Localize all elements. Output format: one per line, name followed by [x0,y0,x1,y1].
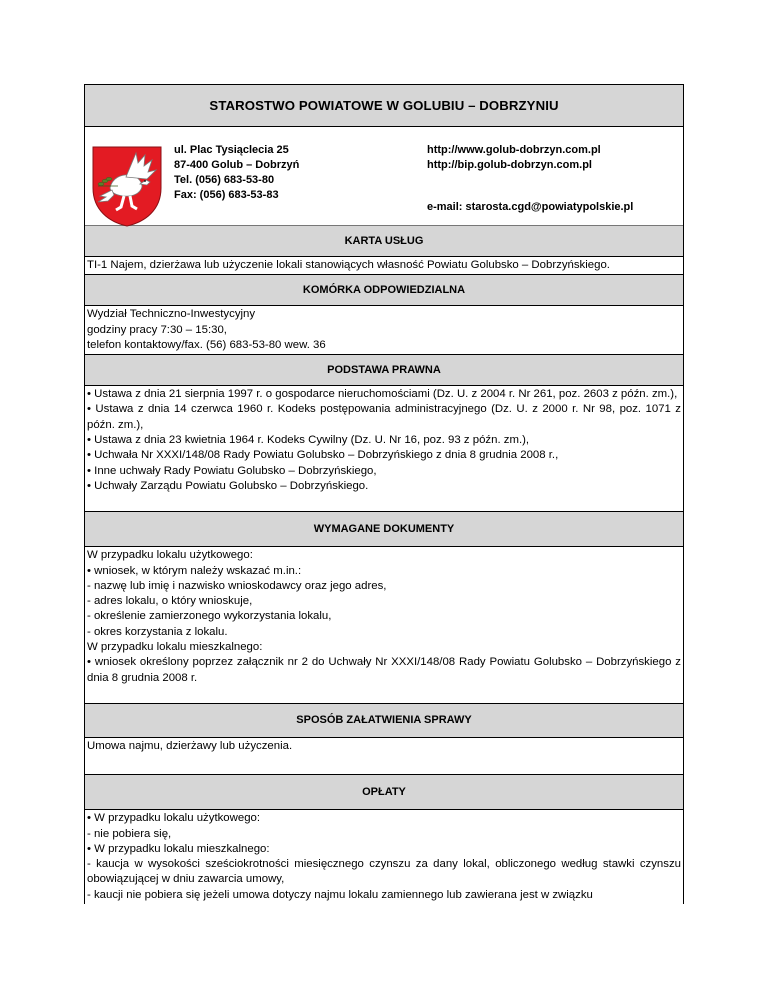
section-heading-sposob: SPOSÓB ZAŁATWIENIA SPRAWY [85,704,683,738]
oplaty-body [85,810,683,904]
fee-item: - kaucji nie pobiera się jeżeli umowa dotyczy najmu lokalu zamiennego lub zawierana jest w związku [87,888,593,901]
coat-of-arms-icon [90,144,164,228]
section-heading-karta: KARTA USŁUG [85,226,683,257]
sposob-text: Umowa najmu, dzierżawy lub użyczenia. [85,738,683,775]
podstawa-body [85,386,683,512]
fee-item: • W przypadku lokalu mieszkalnego: [87,842,270,855]
website-link[interactable]: http://www.golub-dobrzyn.com.pl [427,144,601,156]
document-item: W przypadku lokalu użytkowego: [87,549,253,562]
karta-text: TI-1 Najem, dzierżawa lub użyczenie lokali stanowiących własność Powiatu Golubsko – Dobrzyńskiego. [85,257,683,275]
phone-number: Tel. (056) 683-53-80 [174,174,275,186]
service-card [84,84,684,904]
office-email[interactable]: e-mail: starosta.cgd@powiatypolskie.pl [427,201,634,213]
document-item: - nazwę lub imię i nazwisko wnioskodawcy oraz jego adres, [87,579,387,592]
legal-basis-item: • Ustawa z dnia 21 sierpnia 1997 r. o gospodarce nieruchomościami (Dz. U. z 2004 r. Nr 261, poz. 2603 z późn. zm.), [87,388,678,401]
dokumenty-body [85,547,683,704]
section-heading-oplaty: OPŁATY [85,775,683,810]
office-address [174,143,299,203]
section-heading-podstawa: PODSTAWA PRAWNA [85,355,683,386]
address-city: 87-400 Golub – Dobrzyń [174,159,300,171]
section-heading-komorka: KOMÓRKA ODPOWIEDZIALNA [85,275,683,306]
document-item: • wniosek określony poprzez załącznik nr 2 do Uchwały Nr XXXI/148/08 Rady Powiatu Golubsko – Dobrzyńskiego z dnia 8 grudnia 2008 r. [87,656,681,684]
legal-basis-item: • Ustawa z dnia 14 czerwca 1960 r. Kodeks postępowania administracyjnego (Dz. U. z 2000 r. Nr 98, poz. 1071 z późn. zm.), [87,403,681,431]
legal-basis-item: • Uchwały Zarządu Powiatu Golubsko – Dobrzyńskiego. [87,479,369,492]
address-street: ul. Plac Tysiąclecia 25 [174,144,289,156]
fee-item: - nie pobiera się, [87,827,172,840]
legal-basis-item: • Uchwała Nr XXXI/148/08 Rady Powiatu Golubsko – Dobrzyńskiego z dnia 8 grudnia 2008 r., [87,449,559,462]
office-title: STAROSTWO POWIATOWE W GOLUBIU – DOBRZYNIU [85,85,683,127]
office-websites [427,143,601,173]
office-header [85,127,683,226]
contact-phone: telefon kontaktowy/fax. (56) 683-53-80 wew. 36 [87,338,326,351]
document-item: W przypadku lokalu mieszkalnego: [87,641,263,654]
fee-item: • W przypadku lokalu użytkowego: [87,812,261,825]
department-name: Wydział Techniczno-Inwestycyjny [87,308,256,321]
fee-item: - kaucja w wysokości sześciokrotności miesięcznego czynszu za dany lokal, obliczonego według stawki czynszu obowiązującej w dniu zawarcia umowy, [87,858,681,886]
document-item: - adres lokalu, o który wnioskuje, [87,595,253,608]
fax-number: Fax: (056) 683-53-83 [174,189,279,201]
document-item: • wniosek, w którym należy wskazać m.in.: [87,564,302,577]
working-hours: godziny pracy 7:30 – 15:30, [87,323,227,336]
document-item: - okres korzystania z lokalu. [87,625,228,638]
document-item: - określenie zamierzonego wykorzystania lokalu, [87,610,332,623]
komorka-body [85,306,683,355]
legal-basis-item: • Ustawa z dnia 23 kwietnia 1964 r. Kodeks Cywilny (Dz. U. Nr 16, poz. 93 z późn. zm.), [87,434,530,447]
legal-basis-item: • Inne uchwały Rady Powiatu Golubsko – Dobrzyńskiego, [87,464,377,477]
section-heading-dokumenty: WYMAGANE DOKUMENTY [85,512,683,547]
bip-link[interactable]: http://bip.golub-dobrzyn.com.pl [427,159,592,171]
